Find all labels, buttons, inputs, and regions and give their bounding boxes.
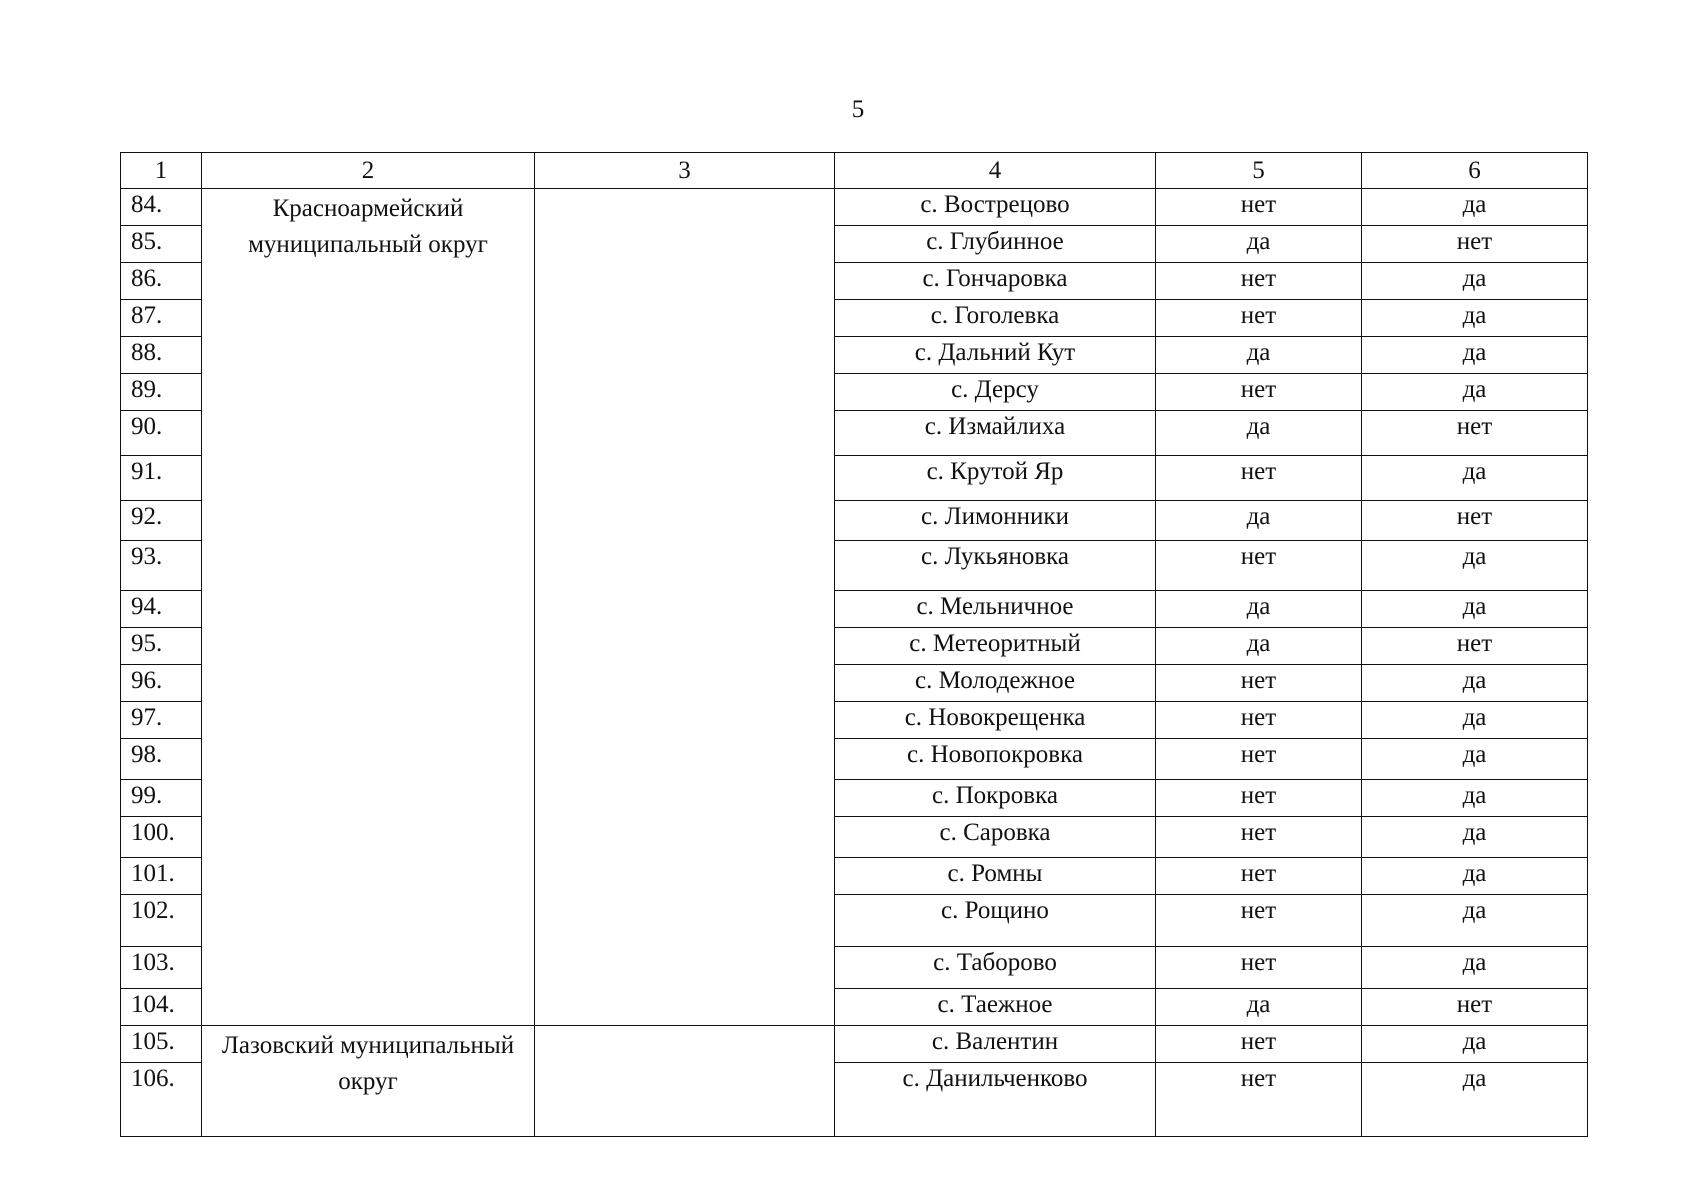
settlement-cell: с. Метеоритный [835, 628, 1156, 665]
column6-cell: да [1362, 947, 1588, 989]
column6-cell: да [1362, 895, 1588, 947]
column5-cell: нет [1156, 189, 1362, 226]
settlement-cell: с. Новокрещенка [835, 702, 1156, 739]
header-cell: 6 [1362, 153, 1588, 189]
column6-cell: нет [1362, 989, 1588, 1026]
row-number-cell: 104. [121, 989, 202, 1026]
column5-cell: нет [1156, 780, 1362, 817]
row-number-cell: 86. [121, 263, 202, 300]
row-number-cell: 99. [121, 780, 202, 817]
row-number-cell: 106. [121, 1063, 202, 1137]
page-number: 5 [851, 96, 865, 123]
settlement-cell: с. Таежное [835, 989, 1156, 1026]
row-number-cell: 96. [121, 665, 202, 702]
column5-cell: нет [1156, 300, 1362, 337]
column6-cell: нет [1362, 501, 1588, 541]
header-cell: 1 [121, 153, 202, 189]
header-cell: 3 [535, 153, 835, 189]
settlements-table [120, 152, 1588, 1137]
column6-cell: да [1362, 702, 1588, 739]
row-number-cell: 91. [121, 456, 202, 501]
row-number-cell: 102. [121, 895, 202, 947]
settlement-cell: с. Гончаровка [835, 263, 1156, 300]
column6-cell: да [1362, 817, 1588, 858]
settlement-cell: с. Таборово [835, 947, 1156, 989]
column5-cell: нет [1156, 858, 1362, 895]
header-row [121, 153, 1588, 189]
settlement-cell: с. Данильченково [835, 1063, 1156, 1137]
header-cell: 2 [202, 153, 535, 189]
table-row [121, 189, 1588, 226]
table-row [121, 1026, 1588, 1063]
empty-column-cell [535, 1026, 835, 1137]
column6-cell: да [1362, 591, 1588, 628]
column6-cell: да [1362, 665, 1588, 702]
column6-cell: да [1362, 739, 1588, 780]
row-number-cell: 90. [121, 411, 202, 456]
column6-cell: да [1362, 456, 1588, 501]
row-number-cell: 93. [121, 541, 202, 591]
settlement-cell: с. Лукьяновка [835, 541, 1156, 591]
column6-cell: да [1362, 263, 1588, 300]
settlement-cell: с. Валентин [835, 1026, 1156, 1063]
row-number-cell: 100. [121, 817, 202, 858]
row-number-cell: 87. [121, 300, 202, 337]
column6-cell: нет [1362, 226, 1588, 263]
column5-cell: да [1156, 337, 1362, 374]
settlement-cell: с. Саровка [835, 817, 1156, 858]
settlement-cell: с. Дальний Кут [835, 337, 1156, 374]
column6-cell: да [1362, 374, 1588, 411]
column5-cell: нет [1156, 1063, 1362, 1137]
settlement-cell: с. Рощино [835, 895, 1156, 947]
row-number-cell: 105. [121, 1026, 202, 1063]
column6-cell: нет [1362, 411, 1588, 456]
settlement-cell: с. Измайлиха [835, 411, 1156, 456]
district-cell: Лазовский муниципальный округ [202, 1026, 535, 1137]
row-number-cell: 101. [121, 858, 202, 895]
settlement-cell: с. Мельничное [835, 591, 1156, 628]
row-number-cell: 95. [121, 628, 202, 665]
column6-cell: да [1362, 1026, 1588, 1063]
column5-cell: да [1156, 591, 1362, 628]
column6-cell: нет [1362, 628, 1588, 665]
settlement-cell: с. Ромны [835, 858, 1156, 895]
column5-cell: нет [1156, 1026, 1362, 1063]
column6-cell: да [1362, 858, 1588, 895]
column5-cell: нет [1156, 895, 1362, 947]
column5-cell: да [1156, 989, 1362, 1026]
settlement-cell: с. Новопокровка [835, 739, 1156, 780]
column5-cell: нет [1156, 702, 1362, 739]
settlement-cell: с. Вострецово [835, 189, 1156, 226]
row-number-cell: 92. [121, 501, 202, 541]
row-number-cell: 98. [121, 739, 202, 780]
row-number-cell: 103. [121, 947, 202, 989]
row-number-cell: 88. [121, 337, 202, 374]
column6-cell: да [1362, 541, 1588, 591]
settlement-cell: с. Покровка [835, 780, 1156, 817]
column6-cell: да [1362, 300, 1588, 337]
settlement-cell: с. Дерсу [835, 374, 1156, 411]
column5-cell: нет [1156, 739, 1362, 780]
settlement-cell: с. Молодежное [835, 665, 1156, 702]
header-cell: 4 [835, 153, 1156, 189]
column5-cell: нет [1156, 665, 1362, 702]
column5-cell: да [1156, 628, 1362, 665]
settlement-cell: с. Гоголевка [835, 300, 1156, 337]
row-number-cell: 84. [121, 189, 202, 226]
row-number-cell: 85. [121, 226, 202, 263]
column5-cell: да [1156, 411, 1362, 456]
settlement-cell: с. Глубинное [835, 226, 1156, 263]
header-cell: 5 [1156, 153, 1362, 189]
column5-cell: нет [1156, 374, 1362, 411]
column6-cell: да [1362, 337, 1588, 374]
column5-cell: да [1156, 501, 1362, 541]
empty-column-cell [535, 189, 835, 1026]
district-cell: Красноармейский муниципальный округ [202, 189, 535, 1026]
row-number-cell: 97. [121, 702, 202, 739]
row-number-cell: 94. [121, 591, 202, 628]
row-number-cell: 89. [121, 374, 202, 411]
column6-cell: да [1362, 1063, 1588, 1137]
column5-cell: нет [1156, 263, 1362, 300]
column5-cell: нет [1156, 456, 1362, 501]
column5-cell: нет [1156, 817, 1362, 858]
column5-cell: да [1156, 226, 1362, 263]
settlement-cell: с. Крутой Яр [835, 456, 1156, 501]
column5-cell: нет [1156, 947, 1362, 989]
column6-cell: да [1362, 189, 1588, 226]
column5-cell: нет [1156, 541, 1362, 591]
column6-cell: да [1362, 780, 1588, 817]
settlement-cell: с. Лимонники [835, 501, 1156, 541]
